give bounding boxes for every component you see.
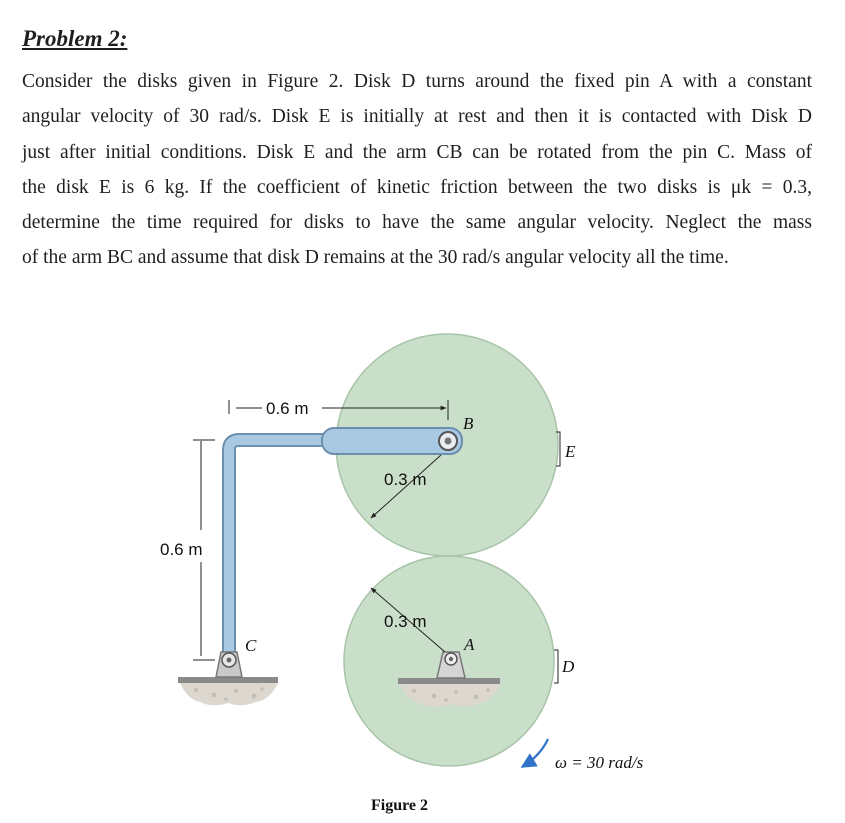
omega-label: ω = 30 rad/s (555, 753, 644, 772)
dim-horizontal-label: 0.6 m (266, 399, 309, 418)
label-e: E (565, 442, 576, 461)
label-a: A (464, 635, 475, 654)
ground-c (178, 677, 278, 705)
dim-vertical-label: 0.6 m (160, 540, 203, 559)
label-b: B (463, 414, 474, 433)
label-d: D (562, 657, 575, 676)
statement-line-2: angular velocity of 30 rad/s. Disk E is initially at rest and then it is contacted with Disk D (22, 106, 812, 128)
omega-arrow (522, 739, 548, 767)
arm-cb (229, 440, 330, 662)
statement-line-4: the disk E is 6 kg. If the coefficient of kinetic friction between the two disks is μk = 0.3, (22, 176, 812, 198)
statement-line-5: determine the time required for disks to have the same angular velocity. Neglect the mass (22, 212, 812, 234)
label-c: C (245, 636, 257, 655)
radius-e-label: 0.3 m (384, 470, 427, 489)
statement-line-1: Consider the disks given in Figure 2. Disk D turns around the fixed pin A with a constant (22, 71, 812, 92)
statement-line-6: of the arm BC and assume that disk D remains at the 30 rad/s angular velocity all the time. (22, 247, 729, 269)
figure-caption: Figure 2 (371, 797, 429, 814)
pin-c (216, 652, 242, 677)
pin-b (439, 432, 457, 450)
radius-d-label: 0.3 m (384, 612, 427, 631)
statement-line-3: just after initial conditions. Disk E and the arm CB can be rotated from the pin C. Mass of (22, 141, 812, 163)
problem-heading: Problem 2: (22, 26, 128, 51)
